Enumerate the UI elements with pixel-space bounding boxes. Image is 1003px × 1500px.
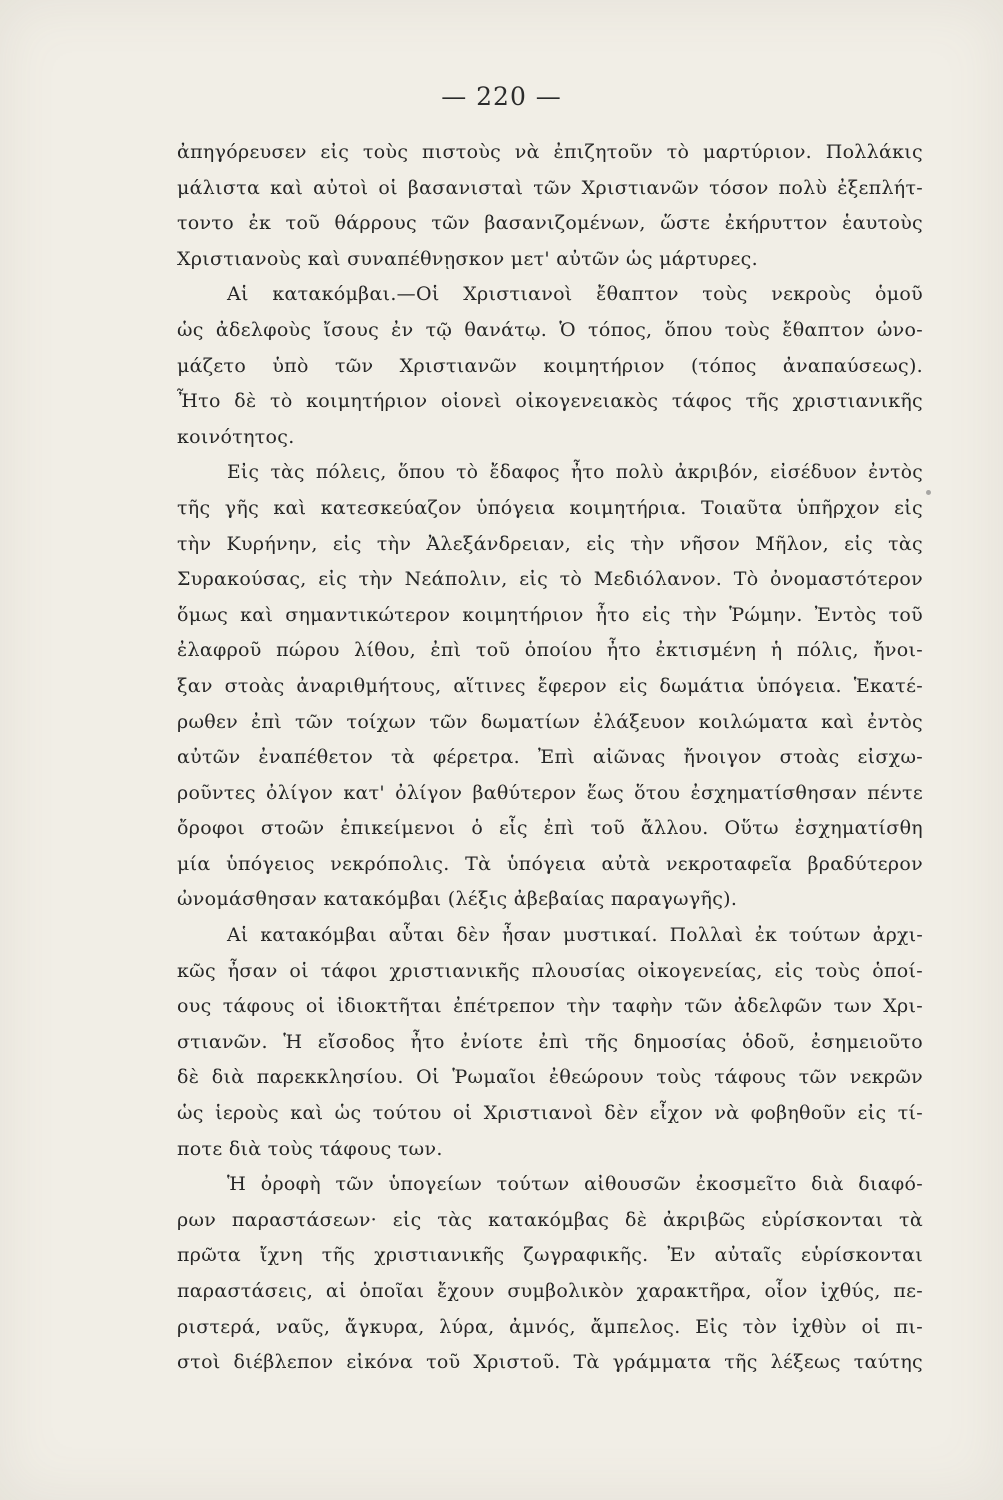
text-line: στοὶ διέβλεπον εἰκόνα τοῦ Χριστοῦ. Τὰ γράμματα τῆς λέξεως ταύτης	[177, 1351, 923, 1374]
text-line: τὴν Κυρήνην, εἰς τὴν Ἀλεξάνδρειαν, εἰς τὴν νῆσον Μῆλον, εἰς τὰς	[177, 532, 923, 555]
text-line: μία ὑπόγειος νεκρόπολις. Τὰ ὑπόγεια αὐτὰ νεκροταφεῖα βραδύτερον	[177, 852, 923, 875]
text-line: μάζετο ὑπὸ τῶν Χριστιανῶν κοιμητήριον (τόπος ἀναπαύσεως).	[177, 354, 923, 377]
text-line: ρων παραστάσεων· εἰς τὰς κατακόμβας δὲ ἀκριβῶς εὑρίσκονται τὰ	[177, 1208, 923, 1231]
text-line: τοντο ἐκ τοῦ θάρρους τῶν βασανιζομένων, ὥστε ἐκήρυττον ἑαυτοὺς	[177, 212, 923, 235]
text-line: ὡς ἀδελφοὺς ἴσους ἐν τῷ θανάτῳ. Ὁ τόπος, ὅπου τοὺς ἔθαπτον ὠνο-	[177, 318, 923, 341]
text-line: ριστερά, ναῦς, ἄγκυρα, λύρα, ἀμνός, ἄμπελος. Εἰς τὸν ἰχθὺν οἱ πι-	[177, 1315, 923, 1338]
text-line: ἐλαφροῦ πώρου λίθου, ἐπὶ τοῦ ὁποίου ἦτο ἐκτισμένη ἡ πόλις, ἤνοι-	[177, 639, 923, 662]
text-line: κῶς ἦσαν οἱ τάφοι χριστιανικῆς πλουσίας οἰκογενείας, εἰς τοὺς ὁποί-	[177, 959, 923, 982]
text-line: ους τάφους οἱ ἰδιοκτῆται ἐπέτρεπον τὴν ταφὴν τῶν ἀδελφῶν των Χρι-	[177, 995, 923, 1018]
text-line: δὲ διὰ παρεκκλησίου. Οἱ Ῥωμαῖοι ἐθεώρουν τοὺς τάφους τῶν νεκρῶν	[177, 1066, 923, 1089]
text-line: ξαν στοὰς ἀναριθμήτους, αἵτινες ἔφερον εἰς δωμάτια ὑπόγεια. Ἑκατέ-	[177, 674, 923, 697]
text-line: στιανῶν. Ἡ εἴσοδος ἦτο ἐνίοτε ἐπὶ τῆς δημοσίας ὁδοῦ, ἐσημειοῦτο	[177, 1030, 923, 1053]
paper-mark	[926, 490, 931, 495]
text-line: ὠνομάσθησαν κατακόμβαι (λέξις ἀβεβαίας παραγωγῆς).	[177, 888, 738, 911]
page-number: — 220 —	[441, 82, 562, 111]
text-line: Χριστιανοὺς καὶ συναπέθνῃσκον μετ' αὐτῶν ὡς μάρτυρες.	[177, 247, 758, 270]
text-line: ὅμως καὶ σημαντικώτερον κοιμητήριον ἦτο εἰς τὴν Ῥώμην. Ἐντὸς τοῦ	[177, 603, 923, 626]
text-line: ροῦντες ὀλίγον κατ' ὀλίγον βαθύτερον ἕως ὅτου ἐσχηματίσθησαν πέντε	[177, 781, 923, 804]
body-text	[177, 135, 923, 1381]
text-line: πρῶτα ἴχνη τῆς χριστιανικῆς ζωγραφικῆς. Ἐν αὐταῖς εὑρίσκονται	[177, 1244, 923, 1267]
text-line: παραστάσεις, αἱ ὁποῖαι ἔχουν συμβολικὸν χαρακτῆρα, οἷον ἰχθύς, πε-	[177, 1280, 923, 1302]
text-line: μάλιστα καὶ αὐτοὶ οἱ βασανισταὶ τῶν Χριστιανῶν τόσον πολὺ ἐξεπλήτ-	[177, 176, 923, 199]
text-line: Συρακούσας, εἰς τὴν Νεάπολιν, εἰς τὸ Μεδιόλανον. Τὸ ὀνομαστότερον	[177, 568, 923, 591]
paragraph-start-line: Εἰς τὰς πόλεις, ὅπου τὸ ἔδαφος ἦτο πολὺ ἀκριβόν, εἰσέδυον ἐντὸς	[227, 462, 923, 484]
text-line: τῆς γῆς καὶ κατεσκεύαζον ὑπόγεια κοιμητήρια. Τοιαῦτα ὑπῆρχον εἰς	[177, 496, 923, 519]
paragraph-start-line: Ἡ ὀροφὴ τῶν ὑπογείων τούτων αἰθουσῶν ἐκοσμεῖτο διὰ διαφό-	[227, 1173, 923, 1196]
text-line: Ἦτο δὲ τὸ κοιμητήριον οἱονεὶ οἰκογενειακὸς τάφος τῆς χριστιανικῆς	[177, 390, 923, 413]
text-line: ἀπηγόρευσεν εἰς τοὺς πιστοὺς νὰ ἐπιζητοῦν τὸ μαρτύριον. Πολλάκις	[177, 141, 923, 163]
text-line: ὄροφοι στοῶν ἐπικείμενοι ὁ εἷς ἐπὶ τοῦ ἄλλου. Οὕτω ἐσχηματίσθη	[177, 817, 923, 840]
text-line: ρωθεν ἐπὶ τῶν τοίχων τῶν δωματίων ἐλάξευον κοιλώματα καὶ ἐντὸς	[177, 710, 923, 733]
section-heading-line: Αἱ κατακόμβαι.—Οἱ Χριστιανοὶ ἔθαπτον τοὺς νεκροὺς ὁμοῦ	[227, 283, 923, 306]
text-line: αὐτῶν ἐναπέθετον τὰ φέρετρα. Ἐπὶ αἰῶνας ἤνοιγον στοὰς εἰσχω-	[177, 746, 923, 769]
text-line: ὡς ἱεροὺς καὶ ὡς τούτου οἱ Χριστιανοὶ δὲν εἶχον νὰ φοβηθοῦν εἰς τί-	[177, 1102, 923, 1125]
paragraph-start-line: Αἱ κατακόμβαι αὗται δὲν ἦσαν μυστικαί. Πολλαὶ ἐκ τούτων ἀρχι-	[227, 925, 923, 947]
text-line: ποτε διὰ τοὺς τάφους των.	[177, 1137, 443, 1160]
text-line: κοινότητος.	[177, 425, 295, 448]
